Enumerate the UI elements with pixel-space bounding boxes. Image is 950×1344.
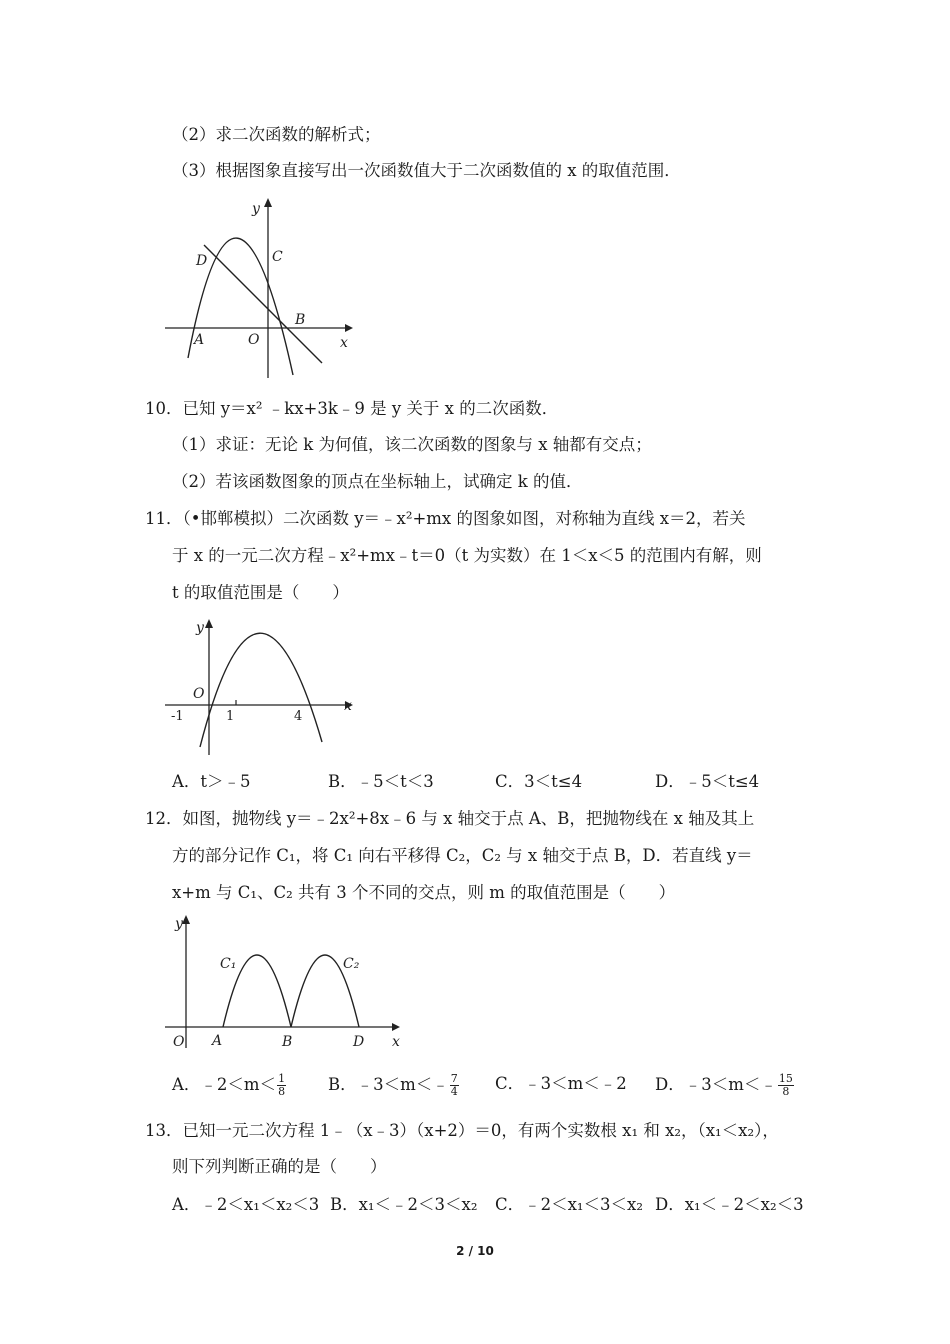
- q10-part1: （1）求证：无论 k 为何值，该二次函数的图象与 x 轴都有交点；: [172, 435, 652, 454]
- q12-option-d-den: 8: [782, 1085, 790, 1098]
- q13-option-b[interactable]: B．x₁＜﹣2＜3＜x₂: [330, 1195, 478, 1214]
- q12-option-b-prefix: B．﹣3＜m＜﹣: [328, 1075, 449, 1094]
- q11-tick-4: 4: [294, 709, 303, 724]
- q11-label-y: y: [196, 620, 204, 636]
- q11-label-O: O: [193, 686, 205, 702]
- q12-option-d[interactable]: [655, 1073, 794, 1098]
- q12-label-y: y: [175, 916, 183, 932]
- q11-tick-1: 1: [226, 709, 235, 724]
- q11-option-d[interactable]: D．﹣5＜t≤4: [655, 772, 760, 791]
- q9-label-y: y: [252, 201, 260, 217]
- q12-option-b-den: 4: [450, 1085, 458, 1098]
- q12-option-b[interactable]: [328, 1073, 459, 1098]
- q12-option-c[interactable]: C．﹣3＜m＜﹣2: [495, 1074, 627, 1093]
- q12-figure: [160, 908, 410, 1053]
- q12-option-d-num: 15: [778, 1072, 793, 1085]
- q9-label-x: x: [340, 335, 348, 351]
- q12-option-b-num: 7: [450, 1072, 458, 1085]
- q13-option-a[interactable]: A．﹣2＜x₁＜x₂＜3: [172, 1195, 320, 1214]
- q9-label-D: D: [196, 253, 208, 269]
- page-number: 2 / 10: [456, 1244, 494, 1258]
- q11-line2: 于 x 的一元二次方程﹣x²+mx﹣t＝0（t 为实数）在 1＜x＜5 的范围内有解，则: [172, 546, 762, 565]
- q11-option-b[interactable]: B．﹣5＜t＜3: [328, 772, 434, 791]
- q11-tick-neg1: -1: [171, 709, 184, 724]
- q13-option-c[interactable]: C．﹣2＜x₁＜3＜x₂: [495, 1195, 643, 1214]
- q12-option-b-fraction: [450, 1073, 459, 1098]
- q12-label-C1: C₁: [220, 956, 237, 972]
- q12-label-x: x: [392, 1034, 400, 1050]
- q12-label-O: O: [173, 1034, 185, 1050]
- q11-figure: [160, 612, 370, 762]
- q9-part3: （3）根据图象直接写出一次函数值大于二次函数值的 x 的取值范围．: [172, 161, 681, 180]
- q11-line3: t 的取值范围是（ ）: [172, 583, 349, 602]
- q12-line2: 方的部分记作 C₁，将 C₁ 向右平移得 C₂，C₂ 与 x 轴交于点 B，D．若直线 y＝: [172, 846, 753, 865]
- q10-stem: 10．已知 y＝x² ﹣kx+3k﹣9 是 y 关于 x 的二次函数．: [145, 399, 559, 418]
- q12-label-B: B: [282, 1034, 293, 1050]
- q13-line2: 则下列判断正确的是（ ）: [172, 1157, 387, 1176]
- q12-option-a-num: 1: [278, 1072, 286, 1085]
- q11-option-a[interactable]: A．t＞﹣5: [172, 772, 251, 791]
- q12-option-a-fraction: [277, 1073, 286, 1098]
- q9-label-C: C: [272, 249, 283, 265]
- q12-option-a-prefix: A．﹣2＜m＜: [172, 1075, 277, 1094]
- q12-option-d-fraction: [778, 1073, 794, 1098]
- q9-label-O: O: [248, 332, 260, 348]
- q12-label-D: D: [353, 1034, 365, 1050]
- q12-label-A: A: [212, 1033, 223, 1049]
- q11-option-c[interactable]: C．3＜t≤4: [495, 772, 583, 791]
- q12-line3: x+m 与 C₁、C₂ 共有 3 个不同的交点，则 m 的取值范围是（ ）: [172, 883, 676, 902]
- q11-line1: 11．（•邯郸模拟）二次函数 y＝﹣x²+mx 的图象如图，对称轴为直线 x＝2，若关: [145, 509, 746, 528]
- q11-label-x: x: [344, 698, 352, 714]
- q9-figure: [160, 195, 360, 385]
- q13-option-d[interactable]: D．x₁＜﹣2＜x₂＜3: [655, 1195, 804, 1214]
- q12-option-a-den: 8: [278, 1085, 286, 1098]
- q12-label-C2: C₂: [343, 956, 360, 972]
- q13-line1: 13．已知一元二次方程 1﹣（x﹣3）（x+2）＝0，有两个实数根 x₁ 和 x₂，（x₁＜x₂），: [145, 1121, 779, 1140]
- q9-label-B: B: [295, 312, 306, 328]
- q12-option-d-prefix: D．﹣3＜m＜﹣: [655, 1075, 777, 1094]
- q12-option-a[interactable]: [172, 1073, 286, 1098]
- q9-part2: （2）求二次函数的解析式；: [172, 125, 381, 144]
- q10-part2: （2）若该函数图象的顶点在坐标轴上，试确定 k 的值．: [172, 472, 583, 491]
- q9-label-A: A: [194, 332, 205, 348]
- q12-line1: 12．如图，抛物线 y＝﹣2x²+8x﹣6 与 x 轴交于点 A、B，把抛物线在 x 轴及其上: [145, 809, 755, 828]
